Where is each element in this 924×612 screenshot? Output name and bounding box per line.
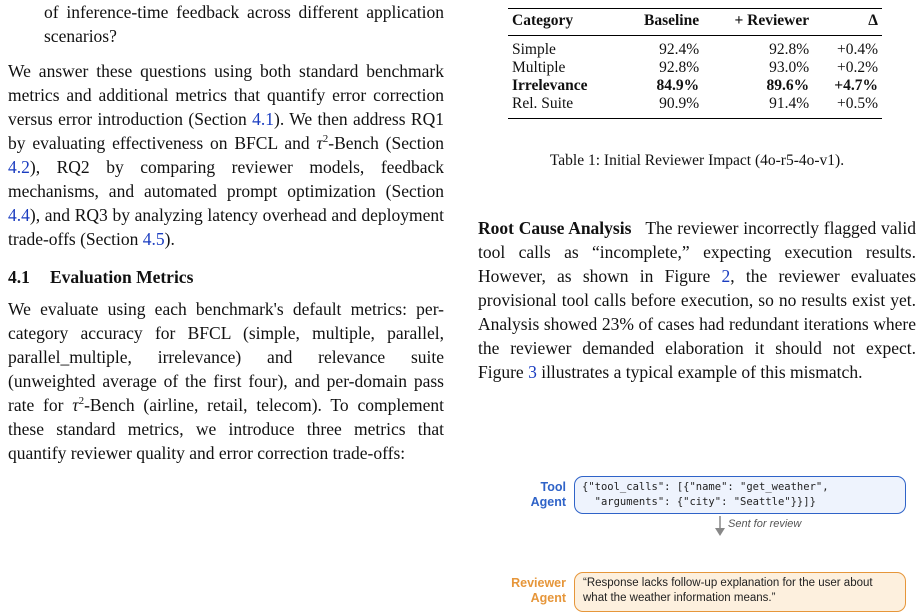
tool-agent-label-line2: Agent	[530, 495, 566, 509]
table-header-row	[508, 9, 882, 36]
cell-category: Irrelevance	[512, 77, 588, 94]
metrics-paragraph	[8, 297, 444, 465]
section-ref-4-1[interactable]: 4.1	[252, 109, 274, 129]
cell-baseline: 92.8%	[659, 59, 700, 76]
tool-agent-label-line1: Tool	[540, 480, 566, 494]
figure-ref-2[interactable]: 2	[721, 266, 731, 286]
metrics-text-1: We evaluate using each benchmark's default metrics: per-category accuracy for BFCL (simple, multiple, parallel, parallel_multiple, irrelevance) and relevance suite (unweighted average of the first four), and per-domain pass rate for	[8, 299, 444, 415]
root-cause-text-2: , the reviewer evaluates provisional tool calls before execution, so no results exist yet. Analysis showed 23% of cases had redundant iterations where the reviewer demanded elaboration it should not expect. Figure	[478, 266, 916, 382]
cell-baseline: 90.9%	[659, 95, 700, 112]
reviewer-agent-label-line1: Reviewer	[511, 576, 566, 590]
cell-delta: +0.4%	[836, 41, 878, 58]
tau-superscript-2: 2	[78, 395, 85, 408]
intro-paragraph	[8, 59, 444, 251]
cell-reviewer: 92.8%	[769, 41, 810, 58]
tool-call-box	[574, 476, 906, 514]
tool-agent-label	[506, 480, 566, 510]
rq3-continuation: of inference-time feedback across different application scenarios?	[44, 2, 444, 46]
review-flow-figure	[478, 468, 916, 605]
header-baseline: Baseline	[619, 9, 703, 36]
figure-ref-3[interactable]: 3	[528, 362, 537, 382]
cell-category: Multiple	[512, 59, 566, 76]
tool-code-line-1: {"tool_calls": [{"name": "get_weather",	[582, 481, 829, 493]
header-category: Category	[508, 9, 619, 36]
table-row	[508, 95, 882, 119]
down-arrow-icon	[714, 516, 726, 536]
root-cause-paragraph	[478, 216, 916, 384]
tau-symbol: τ	[316, 133, 323, 153]
tau-superscript: 2	[322, 133, 329, 146]
root-cause-heading: Root Cause Analysis	[478, 218, 632, 238]
cell-baseline: 84.9%	[656, 77, 700, 94]
header-delta: Δ	[813, 9, 882, 36]
intro-text-6: ).	[164, 229, 175, 249]
root-cause-text-1: The reviewer incorrectly flagged valid tool calls as “incomplete,” expecting execution results. However, as shown in Figure	[478, 218, 916, 286]
cell-reviewer: 91.4%	[769, 95, 810, 112]
table-row-highlighted	[508, 77, 882, 95]
section-number: 4.1	[8, 267, 30, 287]
table-row	[508, 36, 882, 60]
root-cause-text-3: illustrates a typical example of this mismatch.	[536, 362, 863, 382]
section-heading	[8, 265, 444, 289]
section-ref-4-5[interactable]: 4.5	[142, 229, 165, 249]
table-row	[508, 59, 882, 77]
left-column	[8, 0, 444, 465]
reviewer-agent-label-line2: Agent	[530, 591, 566, 605]
tool-code-line-2: "arguments": {"city": "Seattle"}}]}	[582, 496, 816, 508]
cell-delta: +4.7%	[834, 77, 878, 94]
header-reviewer: + Reviewer	[703, 9, 813, 36]
intro-text-4: ), RQ2 by comparing reviewer models, feedback mechanisms, and automated prompt optimization (Section	[8, 157, 444, 201]
cell-reviewer: 89.6%	[766, 77, 810, 94]
cell-category: Simple	[512, 41, 556, 58]
results-table	[508, 8, 882, 119]
table-caption: Table 1: Initial Reviewer Impact (4o-r5-4o-v1).	[549, 152, 845, 169]
metrics-text-2: -Bench (airline, retail, telecom). To complement these standard metrics, we introduce three metrics that quantify reviewer quality and error correction trade-offs:	[8, 395, 444, 463]
cell-reviewer: 93.0%	[769, 59, 810, 76]
tau-symbol-2: τ	[72, 395, 79, 415]
section-ref-4-4[interactable]: 4.4	[8, 205, 30, 225]
cell-category: Rel. Suite	[512, 95, 574, 112]
intro-text-1: We answer these questions using both standard benchmark metrics and additional metrics that quantify error correction versus error introduction (Section	[8, 61, 444, 129]
reviewer-feedback-box: “Response lacks follow-up explanation for the user about what the weather information means.”	[574, 572, 906, 612]
sent-for-review-label: Sent for review	[728, 518, 802, 530]
cell-baseline: 92.4%	[659, 41, 700, 58]
section-title: Evaluation Metrics	[50, 267, 194, 287]
intro-text-2: ). We then address RQ1 by evaluating effectiveness on BFCL and	[8, 109, 444, 153]
cell-delta: +0.5%	[836, 95, 878, 112]
section-ref-4-2[interactable]: 4.2	[8, 157, 30, 177]
cell-delta: +0.2%	[836, 59, 878, 76]
intro-text-3: -Bench (Section	[328, 133, 445, 153]
intro-text-5: ), and RQ3 by analyzing latency overhead and deployment trade-offs (Section	[8, 205, 444, 249]
